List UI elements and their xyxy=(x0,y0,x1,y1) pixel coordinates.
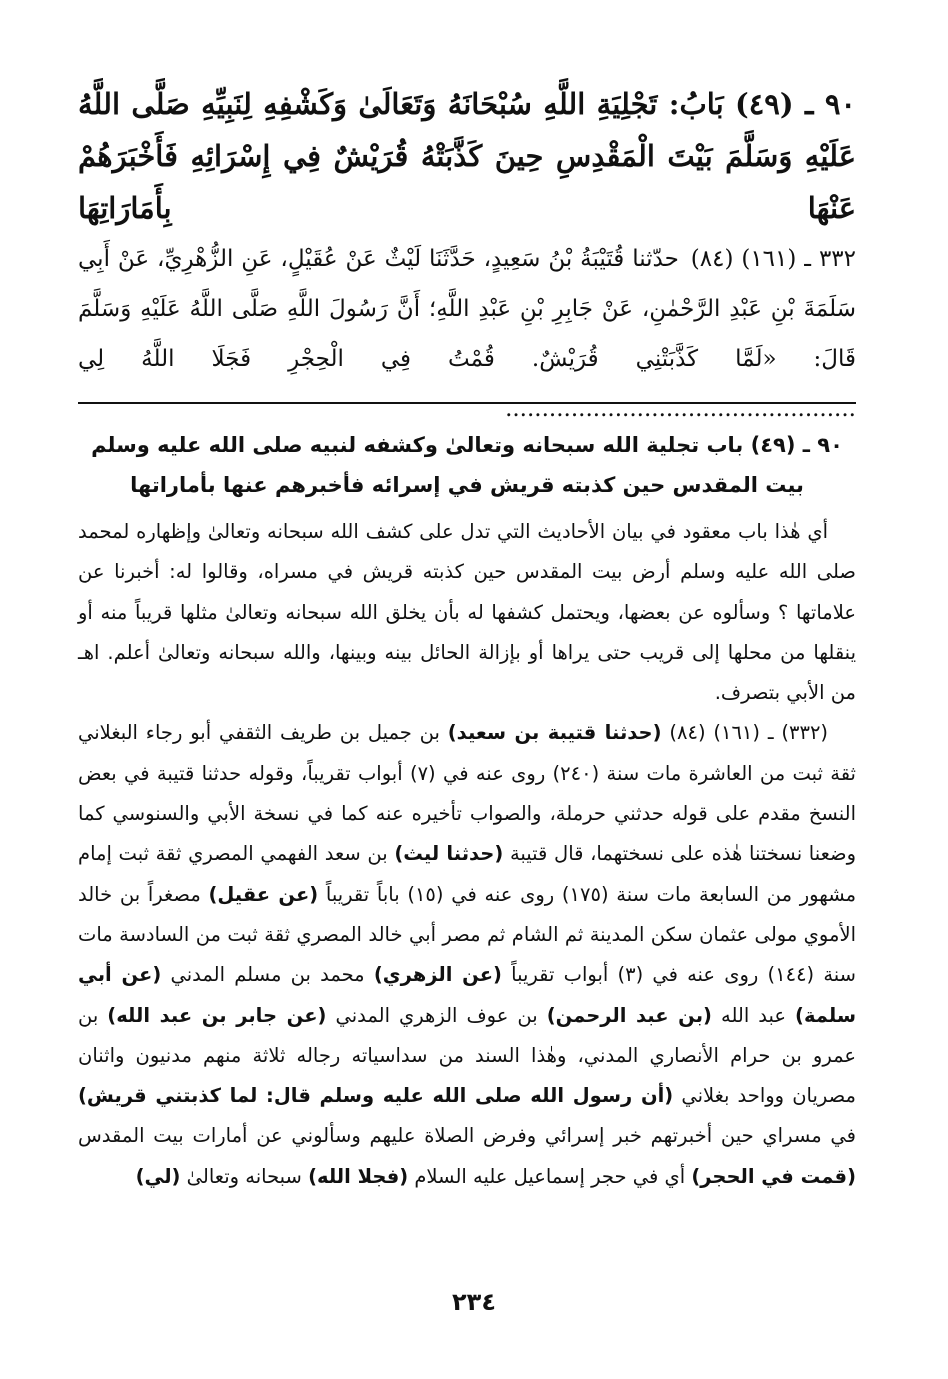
commentary-intro-paragraph: أي هٰذا باب معقود في بيان الأحاديث التي تدل على كشف الله سبحانه وتعالىٰ وإظهاره لمحمد صلى الله عليه وسلم أرض بيت المقدس حين كذبته قريش في مسراه، وقالوا له: أخبرنا عن علاماتها ؟ وسألوه عن بعضها، ويحتمل كشفها له بأن يخلق الله سبحانه وتعالىٰ مثلها قريباً منه أو ينقلها من محلها إلى قريب حتى يراها أو بإزالة الحائل بينه وبينها، والله سبحانه وتعالىٰ أعلم. اهـ من الأبي بتصرف. xyxy=(78,520,856,705)
commentary-chapter-title: ٩٠ ـ (٤٩) باب تجلية الله سبحانه وتعالىٰ وكشفه لنبيه صلى الله عليه وسلم بيت المقدس حين كذبته قريش في إسرائه فأخبرهم عنها بأماراتها xyxy=(91,433,843,497)
quoted-narration: (عن الزهري) xyxy=(373,963,502,987)
section-divider xyxy=(78,402,856,404)
quoted-narration: (لي) xyxy=(135,1164,181,1188)
commentary-body xyxy=(78,512,856,1197)
hadith-matn: حدّثنا قُتَيْبَةُ بْنُ سَعِيدٍ، حَدَّثَنَا لَيْثٌ عَنْ عُقَيْلٍ، عَنِ الزُّهْرِيِّ، عَنْ أَبِي سَلَمَةَ بْنِ عَبْدِ الرَّحْمٰنِ، عَنْ جَابِرِ بْنِ عَبْدِ اللَّهِ؛ أَنَّ رَسُولَ اللَّهِ صَلَّى اللَّهُ عَلَيْهِ وَسَلَّمَ قَالَ: «لَمَّا كَذَّبَتْنِي قُرَيْشٌ. قُمْتُ فِي الْحِجْرِ فَجَلَا اللَّهُ لِي xyxy=(78,246,856,372)
text-run: عبد الله xyxy=(720,1003,787,1027)
commentary-isnad-paragraph xyxy=(78,713,856,1197)
quoted-narration: (حدثنا قتيبة بن سعيد) xyxy=(447,721,662,745)
text-run: بن سعد الفهمي المصري ثقة ثبت إمام مشهور من السابعة مات سنة (١٧٥) روى عنه في (١٥) باباً تقريباً xyxy=(78,842,857,906)
hadith-number: ٣٣٢ ـ (١٦١) (٨٤) xyxy=(690,246,856,272)
hadith-chapter-title: ٩٠ ـ (٤٩) بَابُ: تَجْلِيَةِ اللَّهِ سُبْحَانَهُ وَتَعَالَىٰ وَكَشْفِهِ لِنَبِيِّهِ صَلَّى اللَّهُ عَلَيْهِ وَسَلَّمَ بَيْتَ الْمَقْدِسِ حِينَ كَذَّبَتْهُ قُرَيْشٌ فِي إِسْرَائِهِ فَأَخْبَرَهُمْ عَنْهَا بِأَمَارَاتِهَا xyxy=(78,87,856,225)
quoted-narration: (عن عقيل) xyxy=(208,882,319,906)
ellipsis-dots: ................................................ xyxy=(505,396,856,422)
quoted-narration: (قمت في الحجر) xyxy=(691,1164,856,1188)
page-number: ٢٣٤ xyxy=(452,1288,496,1316)
text-run: أي في حجر إسماعيل عليه السلام xyxy=(414,1164,686,1188)
text-run: بن عمرو بن حرام الأنصاري المدني، وهٰذا السند من سداسياته رجاله ثلاثة منهم مدنيون واثنان مصريان وواحد بغلاني xyxy=(78,1003,857,1108)
hadith-text xyxy=(78,234,856,434)
text-run: سبحانه وتعالىٰ xyxy=(186,1164,302,1188)
quoted-narration: (عن أبي سلمة) xyxy=(78,963,856,1027)
text-run: بن عوف الزهري المدني xyxy=(335,1003,538,1027)
quoted-narration: (بن عبد الرحمن) xyxy=(546,1003,712,1027)
text-run: مصغراً بن خالد الأموي مولى عثمان سكن المدينة ثم الشام ثم مصر أبي خالد المصري ثقة ثبت من السادسة مات سنة (١٤٤) روى عنه في (٣) أبواب تقريباً xyxy=(78,882,857,987)
text-run: (٣٣٢) ـ (١٦١) (٨٤) xyxy=(669,721,829,745)
quoted-narration: (فجلا الله) xyxy=(308,1164,409,1188)
quoted-narration: (أن رسول الله صلى الله عليه وسلم قال: لما كذبتني قريش) xyxy=(78,1084,674,1108)
hadith-section xyxy=(78,78,856,434)
text-run: محمد بن مسلم المدني xyxy=(170,963,365,987)
quoted-narration: (عن جابر بن عبد الله) xyxy=(107,1003,327,1027)
quoted-narration: (حدثنا ليث) xyxy=(394,842,504,866)
text-run: في مسراي حين أخبرتهم خبر إسرائي وفرض الصلاة عليهم وسألوني عن أمارات بيت المقدس xyxy=(78,1124,856,1148)
text-run: بن جميل بن طريف الثقفي أبو رجاء البغلاني ثقة ثبت من العاشرة مات سنة (٢٤٠) روى عنه في (٧) أبواب تقريباً، وقوله حدثنا قتيبة في بعض النسخ مقدم على قوله حدثني حرملة، والصواب تأخيره عنه كما في نسخة الأبي والسنوسي كما وضعنا نسختنا هٰذه على نسختهما، قال قتيبة xyxy=(78,721,856,866)
